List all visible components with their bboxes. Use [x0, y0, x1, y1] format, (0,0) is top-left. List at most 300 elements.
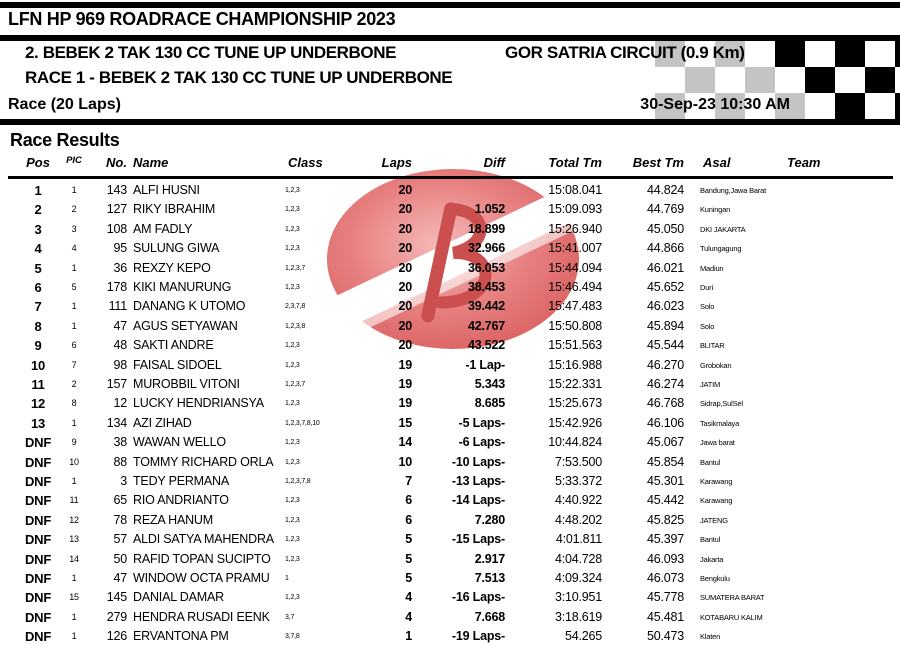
- checker-cell: [865, 93, 895, 119]
- cell-pic: 1: [71, 476, 77, 486]
- cell-pic: 12: [69, 514, 79, 525]
- cell-pos: DNF: [24, 493, 52, 509]
- cell-no: 48: [113, 338, 127, 353]
- cell-asal: Tulungagung: [700, 244, 742, 254]
- cell-diff: -13 Laps-: [451, 474, 505, 488]
- cell-class: 1,2,3: [285, 594, 300, 602]
- cell-total-tm: 15:22.331: [548, 377, 602, 391]
- cell-total-tm: 4:09.324: [554, 571, 602, 585]
- cell-laps: 20: [398, 221, 412, 236]
- checker-cell: [865, 67, 895, 93]
- cell-no: 36: [113, 260, 127, 275]
- cell-pic: 3: [71, 223, 77, 234]
- cell-name: AGUS SETYAWAN: [133, 318, 238, 333]
- cell-total-tm: 15:50.808: [548, 318, 602, 333]
- cell-asal: SUMATERA BARAT: [700, 593, 765, 603]
- cell-laps: 10: [398, 454, 412, 469]
- cell-pos: 9: [34, 338, 42, 354]
- col-header-pos: Pos: [26, 155, 50, 170]
- table-row: [0, 588, 900, 607]
- table-row: [0, 336, 900, 355]
- cell-laps: 5: [405, 571, 412, 585]
- cell-name: RIO ANDRIANTO: [133, 493, 229, 508]
- cell-name: TOMMY RICHARD ORLA: [133, 454, 274, 469]
- cell-best-tm: 46.768: [646, 396, 684, 411]
- checker-cell: [835, 41, 865, 67]
- race-title: RACE 1 - BEBEK 2 TAK 130 CC TUNE UP UNDERBONE: [25, 68, 453, 87]
- cell-laps: 5: [405, 532, 412, 547]
- cell-pos: DNF: [24, 474, 52, 489]
- cell-class: 3,7,8: [285, 633, 300, 641]
- cell-total-tm: 4:48.202: [554, 512, 602, 527]
- cell-total-tm: 15:16.988: [548, 357, 602, 372]
- cell-best-tm: 46.270: [646, 357, 684, 372]
- cell-class: 1,2,3: [285, 497, 300, 505]
- cell-pos: DNF: [24, 571, 52, 586]
- cell-pic: 15: [69, 592, 79, 603]
- table-row: [0, 375, 900, 394]
- cell-pic: 1: [71, 301, 77, 312]
- cell-diff: 7.513: [474, 571, 505, 585]
- cell-pos: 7: [34, 299, 42, 315]
- cell-total-tm: 5:33.372: [554, 474, 602, 488]
- col-header-no: No.: [106, 155, 127, 170]
- event-class-title: 2. BEBEK 2 TAK 130 CC TUNE UP UNDERBONE: [25, 43, 397, 62]
- cell-asal: Kuningan: [700, 205, 731, 215]
- cell-laps: 15: [398, 415, 412, 430]
- cell-total-tm: 3:10.951: [554, 590, 602, 605]
- cell-laps: 7: [405, 474, 412, 488]
- cell-pic: 8: [71, 398, 77, 409]
- cell-name: REXZY KEPO: [133, 260, 211, 275]
- cell-class: 1,2,3: [285, 555, 300, 563]
- table-row: [0, 297, 900, 316]
- cell-total-tm: 15:41.007: [548, 241, 602, 256]
- cell-class: 1,2,3: [285, 439, 300, 447]
- cell-asal: Bantul: [700, 535, 721, 545]
- cell-no: 279: [106, 609, 127, 624]
- table-row: [0, 317, 900, 336]
- cell-best-tm: 45.481: [646, 609, 684, 624]
- cell-total-tm: 54.265: [564, 629, 602, 644]
- cell-diff: -16 Laps-: [451, 590, 505, 605]
- cell-total-tm: 4:40.922: [554, 493, 602, 508]
- cell-pos: 4: [34, 241, 42, 257]
- cell-best-tm: 45.067: [646, 435, 684, 450]
- cell-diff: 7.280: [474, 512, 505, 527]
- cell-total-tm: 15:44.094: [548, 260, 602, 275]
- cell-name: KIKI MANURUNG: [133, 280, 232, 294]
- cell-no: 111: [108, 299, 127, 314]
- table-row: [0, 569, 900, 588]
- checker-cell: [745, 41, 775, 67]
- cell-no: 143: [106, 183, 127, 197]
- cell-pic: 1: [71, 417, 77, 428]
- cell-asal: Solo: [700, 321, 715, 331]
- cell-no: 50: [113, 551, 127, 566]
- cell-pos: DNF: [24, 629, 52, 645]
- cell-total-tm: 10:44.824: [548, 435, 602, 450]
- table-row: [0, 491, 900, 510]
- cell-diff: -19 Laps-: [451, 629, 505, 644]
- cell-pic: 4: [71, 243, 77, 254]
- header-bottom-rule: [0, 119, 900, 125]
- checker-cell: [805, 67, 835, 93]
- cell-total-tm: 15:26.940: [548, 221, 602, 236]
- cell-pic: 1: [71, 631, 77, 642]
- cell-laps: 4: [405, 609, 412, 624]
- cell-class: 1,2,3: [285, 361, 300, 369]
- cell-pic: 1: [71, 573, 77, 583]
- cell-pos: DNF: [24, 435, 52, 451]
- cell-asal: Klaten: [700, 632, 721, 642]
- cell-pos: 8: [34, 318, 42, 334]
- cell-class: 1,2,3: [285, 536, 300, 544]
- cell-class: 1,2,3,7,8: [285, 478, 311, 485]
- checker-cell: [685, 67, 715, 93]
- cell-laps: 6: [405, 493, 412, 508]
- cell-best-tm: 46.106: [646, 415, 684, 430]
- cell-pic: 6: [71, 340, 77, 351]
- cell-no: 57: [113, 532, 127, 547]
- cell-pos: DNF: [24, 551, 52, 567]
- race-datetime: 30-Sep-23 10:30 AM: [640, 96, 790, 113]
- cell-name: ALFI HUSNI: [133, 183, 200, 197]
- cell-class: 2,3,7,8: [285, 303, 306, 311]
- cell-best-tm: 45.854: [646, 454, 684, 469]
- cell-name: SULUNG GIWA: [133, 241, 220, 256]
- cell-asal: DKI JAKARTA: [700, 224, 746, 234]
- cell-name: ERVANTONA PM: [133, 629, 229, 644]
- checker-cell: [835, 93, 865, 119]
- checker-cell: [775, 67, 805, 93]
- cell-best-tm: 45.544: [646, 338, 684, 353]
- table-row: [0, 278, 900, 297]
- cell-asal: Madiun: [700, 263, 724, 273]
- cell-class: 1,2,3: [285, 284, 300, 291]
- cell-class: 3,7: [285, 613, 295, 621]
- cell-laps: 6: [405, 512, 412, 527]
- cell-name: REZA HANUM: [133, 512, 213, 527]
- table-row: [0, 530, 900, 549]
- cell-asal: JATENG: [700, 515, 728, 525]
- cell-class: 1,2,3: [285, 458, 300, 466]
- cell-total-tm: 7:53.500: [554, 454, 602, 469]
- cell-best-tm: 45.778: [646, 590, 684, 605]
- cell-diff: 39.442: [467, 299, 505, 314]
- cell-diff: 36.053: [467, 260, 505, 275]
- table-row: [0, 472, 900, 491]
- checker-cell: [895, 41, 900, 67]
- cell-pos: 1: [34, 183, 42, 198]
- cell-pos: DNF: [24, 609, 52, 625]
- cell-pic: 11: [69, 495, 79, 506]
- checker-cell: [775, 41, 805, 67]
- checker-cell: [835, 67, 865, 93]
- table-header-row: [0, 155, 900, 176]
- checker-cell: [655, 67, 685, 93]
- cell-pos: 2: [34, 202, 42, 218]
- cell-no: 108: [106, 221, 127, 236]
- cell-laps: 20: [398, 260, 412, 275]
- cell-best-tm: 46.021: [646, 260, 684, 275]
- cell-class: 1,2,3: [285, 245, 300, 253]
- cell-total-tm: 15:42.926: [548, 415, 602, 430]
- table-row: [0, 453, 900, 472]
- col-header-total-tm: Total Tm: [548, 155, 602, 170]
- cell-total-tm: 15:51.563: [548, 338, 602, 353]
- cell-best-tm: 45.652: [646, 280, 684, 294]
- cell-diff: 38.453: [467, 280, 505, 294]
- checker-cell: [715, 67, 745, 93]
- cell-best-tm: 50.473: [646, 629, 684, 644]
- cell-name: RIKY IBRAHIM: [133, 202, 216, 217]
- results-rows: [0, 181, 900, 649]
- cell-pic: 14: [69, 553, 79, 564]
- col-header-name: Name: [133, 155, 169, 170]
- cell-class: 1,2,3: [285, 225, 300, 233]
- table-row: [0, 627, 900, 646]
- cell-no: 47: [113, 571, 127, 585]
- cell-total-tm: 3:18.619: [554, 609, 602, 624]
- cell-total-tm: 15:25.673: [548, 396, 602, 411]
- cell-laps: 19: [398, 357, 412, 372]
- cell-diff: -1 Lap-: [465, 357, 505, 372]
- cell-laps: 20: [398, 299, 412, 314]
- cell-no: 3: [120, 474, 127, 488]
- cell-diff: 8.685: [474, 396, 505, 411]
- table-row: [0, 433, 900, 452]
- cell-pos: 6: [34, 280, 42, 295]
- cell-asal: Bengkulu: [700, 574, 730, 583]
- cell-asal: Jakarta: [700, 554, 724, 564]
- table-row: [0, 414, 900, 433]
- col-header-best-tm: Best Tm: [632, 155, 684, 170]
- cell-diff: 2.917: [474, 551, 505, 566]
- cell-name: FAISAL SIDOEL: [133, 357, 222, 372]
- cell-name: RAFID TOPAN SUCIPTO: [133, 551, 271, 566]
- col-header-laps: Laps: [381, 155, 412, 170]
- cell-asal: BLITAR: [700, 341, 725, 351]
- table-row: [0, 181, 900, 200]
- cell-total-tm: 4:04.728: [554, 551, 602, 566]
- cell-no: 65: [113, 493, 127, 508]
- cell-asal: Duri: [700, 283, 713, 292]
- table-row: [0, 608, 900, 627]
- cell-class: 1,2,3,7,8,10: [285, 419, 320, 427]
- cell-asal: Jawa barat: [700, 438, 735, 448]
- cell-pic: 13: [69, 534, 79, 545]
- cell-class: 1,2,3,8: [285, 322, 306, 330]
- cell-no: 127: [106, 202, 127, 217]
- cell-asal: Karawang: [700, 496, 733, 506]
- cell-pic: 2: [71, 379, 77, 389]
- cell-pic: 5: [71, 282, 77, 292]
- cell-pic: 1: [71, 320, 77, 331]
- cell-no: 47: [113, 318, 127, 333]
- col-header-diff: Diff: [483, 155, 505, 170]
- cell-pic: 2: [71, 204, 77, 215]
- cell-best-tm: 44.824: [646, 183, 684, 197]
- checker-cell: [805, 41, 835, 67]
- col-header-pic: PIC: [66, 155, 82, 166]
- cell-no: 88: [113, 454, 127, 469]
- cell-no: 12: [113, 396, 127, 411]
- checker-cell: [745, 67, 775, 93]
- cell-pos: DNF: [24, 454, 52, 470]
- cell-class: 1: [285, 575, 289, 582]
- cell-diff: -10 Laps-: [451, 454, 505, 469]
- cell-name: DANANG K UTOMO: [133, 299, 246, 314]
- cell-diff: 42.767: [467, 318, 505, 333]
- cell-pos: 5: [34, 260, 42, 276]
- cell-laps: 1: [405, 629, 412, 644]
- cell-best-tm: 46.274: [646, 377, 684, 391]
- col-header-asal: Asal: [703, 155, 731, 170]
- cell-best-tm: 46.073: [646, 571, 684, 585]
- cell-name: SAKTI ANDRE: [133, 338, 214, 353]
- cell-pos: 12: [30, 396, 46, 412]
- table-row: [0, 220, 900, 239]
- cell-laps: 20: [398, 318, 412, 333]
- checker-cell: [895, 93, 900, 119]
- cell-name: DANIAL DAMAR: [133, 590, 224, 605]
- top-rule: [0, 2, 900, 8]
- cell-laps: 20: [398, 183, 412, 197]
- cell-pos: DNF: [24, 590, 52, 606]
- cell-class: 1,2,3: [285, 187, 300, 194]
- cell-best-tm: 45.050: [646, 221, 684, 236]
- cell-laps: 20: [398, 280, 412, 294]
- cell-asal: Solo: [700, 302, 715, 312]
- col-header-class: Class: [288, 155, 323, 170]
- cell-pic: 1: [71, 185, 77, 195]
- cell-laps: 19: [398, 377, 412, 391]
- cell-total-tm: 4:01.811: [555, 532, 602, 547]
- cell-no: 145: [106, 590, 127, 605]
- circuit-name: GOR SATRIA CIRCUIT (0.9 Km): [505, 43, 745, 62]
- checker-cell: [865, 41, 895, 67]
- cell-asal: Karawang: [700, 477, 733, 486]
- cell-asal: Bantul: [700, 457, 721, 467]
- checker-cell: [895, 67, 900, 93]
- cell-class: 1,2,3: [285, 206, 300, 214]
- cell-no: 95: [113, 241, 127, 256]
- cell-laps: 20: [398, 338, 412, 353]
- cell-best-tm: 45.301: [646, 474, 684, 488]
- table-row: [0, 356, 900, 375]
- cell-diff: 1.052: [474, 202, 505, 217]
- table-header-rule: [8, 176, 893, 179]
- cell-class: 1,2,3: [285, 400, 300, 408]
- cell-pic: 1: [71, 611, 77, 622]
- cell-name: AZI ZIHAD: [133, 415, 192, 430]
- cell-laps: 5: [405, 551, 412, 566]
- cell-no: 134: [106, 415, 127, 430]
- cell-asal: Bandung,Jawa Barat: [700, 186, 767, 195]
- cell-pos: 3: [34, 221, 42, 237]
- cell-no: 78: [113, 512, 127, 527]
- cell-diff: -5 Laps-: [458, 415, 505, 430]
- cell-best-tm: 46.093: [646, 551, 684, 566]
- cell-class: 1,2,3,7: [285, 264, 306, 272]
- cell-best-tm: 45.442: [646, 493, 684, 508]
- col-header-team: Team: [787, 155, 821, 170]
- cell-diff: 18.899: [467, 221, 505, 236]
- cell-name: LUCKY HENDRIANSYA: [133, 396, 264, 411]
- cell-diff: 43.522: [467, 338, 505, 353]
- cell-class: 1,2,3: [285, 342, 300, 350]
- cell-diff: 7.668: [474, 609, 505, 624]
- cell-laps: 14: [398, 435, 412, 450]
- cell-asal: KOTABARU KALIM: [700, 612, 763, 622]
- cell-pos: DNF: [24, 512, 52, 528]
- table-row: [0, 394, 900, 413]
- cell-name: ALDI SATYA MAHENDRA: [133, 532, 274, 547]
- cell-laps: 4: [405, 590, 412, 605]
- cell-best-tm: 44.769: [646, 202, 684, 217]
- cell-asal: Grobokan: [700, 360, 732, 370]
- cell-no: 98: [113, 357, 127, 372]
- cell-name: TEDY PERMANA: [133, 474, 230, 488]
- cell-pos: DNF: [24, 532, 52, 548]
- cell-asal: JATIM: [700, 380, 721, 389]
- cell-laps: 20: [398, 202, 412, 217]
- table-row: [0, 239, 900, 258]
- cell-name: MUROBBIL VITONI: [133, 377, 240, 391]
- cell-name: WAWAN WELLO: [133, 435, 226, 450]
- checker-cell: [805, 93, 835, 119]
- championship-title: LFN HP 969 ROADRACE CHAMPIONSHIP 2023: [8, 9, 396, 29]
- race-laps-label: Race (20 Laps): [8, 96, 121, 113]
- cell-name: AM FADLY: [133, 221, 193, 236]
- cell-laps: 20: [398, 241, 412, 256]
- cell-best-tm: 45.397: [646, 532, 684, 547]
- cell-best-tm: 46.023: [646, 299, 684, 314]
- cell-best-tm: 44.866: [646, 241, 684, 256]
- cell-pic: 10: [69, 456, 79, 467]
- cell-diff: 32.966: [467, 241, 505, 256]
- cell-best-tm: 45.825: [646, 512, 684, 527]
- cell-laps: 19: [398, 396, 412, 411]
- cell-total-tm: 15:09.093: [548, 202, 602, 217]
- cell-diff: -15 Laps-: [451, 532, 505, 547]
- cell-diff: -6 Laps-: [458, 435, 505, 450]
- table-row: [0, 259, 900, 278]
- cell-total-tm: 15:46.494: [548, 280, 602, 294]
- cell-asal: Tasikmalaya: [700, 418, 740, 428]
- cell-pos: 13: [30, 415, 46, 431]
- table-row: [0, 550, 900, 569]
- cell-name: WINDOW OCTA PRAMU: [133, 571, 270, 585]
- cell-total-tm: 15:47.483: [548, 299, 602, 314]
- section-title: Race Results: [10, 130, 120, 150]
- cell-total-tm: 15:08.041: [548, 183, 602, 197]
- cell-pic: 7: [71, 359, 77, 370]
- cell-best-tm: 45.894: [646, 318, 684, 333]
- cell-pic: 9: [71, 437, 77, 448]
- cell-pic: 1: [71, 262, 77, 273]
- cell-no: 126: [106, 629, 127, 644]
- cell-class: 1,2,3: [285, 516, 300, 524]
- table-row: [0, 200, 900, 219]
- cell-pos: 10: [30, 357, 46, 373]
- cell-no: 178: [106, 280, 127, 294]
- cell-name: HENDRA RUSADI EENK: [133, 609, 270, 624]
- cell-no: 157: [106, 377, 127, 391]
- cell-asal: Sidrap,SulSel: [700, 399, 743, 409]
- cell-diff: -14 Laps-: [451, 493, 505, 508]
